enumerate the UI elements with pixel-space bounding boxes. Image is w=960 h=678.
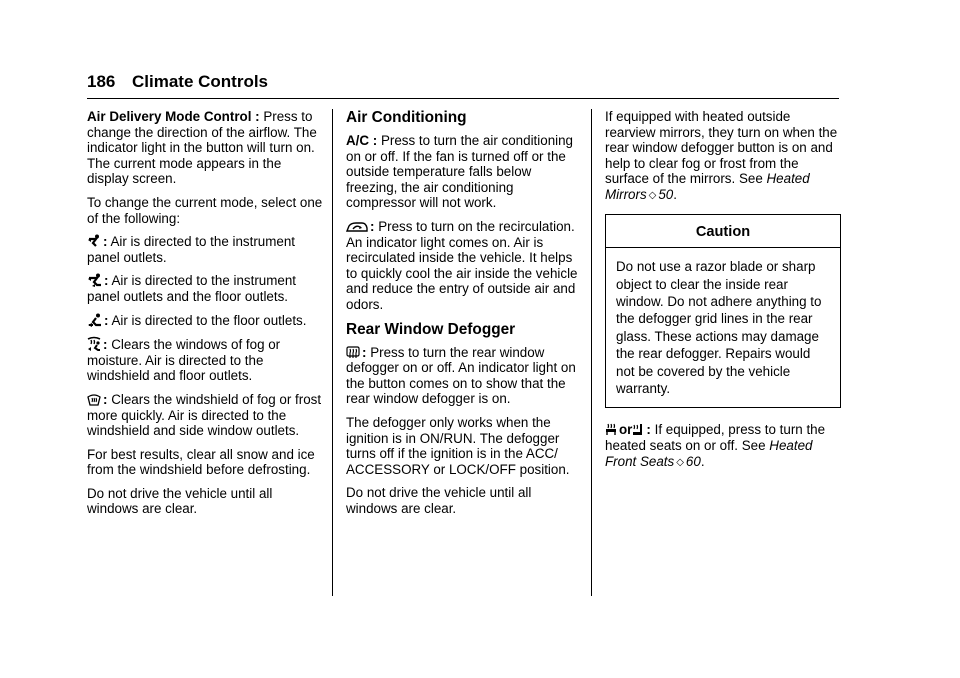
floor-mode-icon: [87, 313, 102, 327]
section-title: Climate Controls: [132, 72, 269, 91]
recirculation-text: Press to turn on the recirculation. An indicator light comes on. Air is recirculated inside the vehicle. It helps to quickly cool the air inside the vehicle and reduce the entry of outside air and odors.: [346, 218, 578, 312]
mode-floor: : Air is directed to the floor outlets.: [87, 313, 323, 329]
column-1: [87, 109, 323, 525]
rear-defogger-text: Press to turn the rear window defogger on or off. An indicator light on the button comes on to show that the rear window defogger is on.: [346, 344, 576, 407]
mode-bilevel-text: Air is directed to the instrument panel outlets and the floor outlets.: [87, 273, 297, 304]
air-delivery-term: Air Delivery Mode Control :: [87, 109, 260, 124]
column-3: [605, 109, 841, 478]
column-divider-1: [332, 109, 333, 596]
ac-text: Press to turn the air conditioning on or off. If the fan is turned off or the outside temperature falls below freezing, the air conditioning compressor will not work.: [346, 133, 574, 211]
change-mode-paragraph: To change the current mode, select one of the following:: [87, 194, 323, 226]
heated-mirrors-paragraph: [605, 109, 841, 204]
seats-colon: :: [646, 422, 651, 438]
heated-mirrors-end: .: [673, 186, 677, 202]
defogger-works-paragraph: The defogger only works when the ignition is in ON/RUN. The defogger turns off if the ignition is in the ACC/ ACCESSORY or LOCK/OFF position.: [346, 414, 570, 477]
mode-defrost: : Clears the windshield of fog or frost more quickly. Air is directed to the windshield and side window outlets.: [87, 391, 322, 439]
heated-seats-paragraph: [605, 422, 841, 470]
mode-defrost-text: Clears the windshield of fog or frost more quickly. Air is directed to the windshield and side window outlets.: [87, 391, 322, 439]
bilevel-mode-icon: [87, 273, 102, 287]
mode-defog: : Clears the windows of fog or moisture. Air is directed to the windshield and floor outlets.: [87, 337, 281, 384]
page-ref-arrow-icon: ◇: [648, 189, 657, 201]
caution-box: [605, 214, 841, 409]
heated-front-seats-link[interactable]: Heated Front Seats: [605, 438, 813, 469]
air-delivery-paragraph: [87, 109, 323, 187]
vent-mode-icon: [87, 234, 101, 248]
defog-mode-icon: [87, 336, 101, 351]
ac-paragraph: [346, 133, 582, 211]
caution-body: Do not use a razor blade or sharp object to clear the inside rear window. Do not adhere anything to the defogger grid lines in the rear glass. These actions may damage the rear defogger. Repairs would not be covered by the vehicle warranty.: [616, 259, 822, 396]
best-results-paragraph: For best results, clear all snow and ice from the windshield before defrosting.: [87, 446, 315, 478]
rear-defog-icon: [346, 346, 360, 359]
page-ref-arrow-icon: ◇: [676, 456, 684, 468]
header-rule: [87, 98, 839, 99]
heated-seat-icon: [605, 423, 617, 436]
mode-defog-text: Clears the windows of fog or moisture. Air is directed to the windshield and floor outlets.: [87, 337, 281, 384]
recirculation-icon: [346, 221, 368, 233]
heated-mirrors-text: If equipped with heated outside rearview mirrors, they turn on when the rear window defogger button is on and help to clear fog or frost from the surface of the mirrors. See: [605, 109, 838, 187]
heated-seats-end: .: [700, 453, 705, 469]
heated-seats-text: If equipped, press to turn the heated seats on or off. See: [605, 422, 826, 453]
mode-floor-text: Air is directed to the floor outlets.: [108, 312, 307, 328]
heated-mirrors-page[interactable]: 50: [658, 186, 674, 202]
rear-window-defogger-heading: Rear Window Defogger: [346, 320, 516, 338]
page-number: 186: [87, 72, 116, 91]
mode-vent: : Air is directed to the instrument panel outlets.: [87, 234, 296, 265]
rear-defogger-paragraph: : Press to turn the rear window defogger on or off. An indicator light on the button comes on to show that the rear window defogger is on.: [346, 344, 576, 407]
heated-front-seats-page[interactable]: 60: [685, 453, 701, 469]
page-header: [87, 72, 839, 98]
column-divider-2: [591, 109, 592, 596]
column-2: [346, 109, 582, 524]
air-delivery-text: Press to change the direction of the airflow. The indicator light in the button will turn on. The current mode appears in the display screen.: [87, 109, 317, 187]
caution-title: Caution: [606, 215, 840, 249]
heated-mirrors-link[interactable]: Heated Mirrors: [605, 171, 810, 202]
mode-vent-text: Air is directed to the instrument panel outlets.: [87, 234, 296, 265]
mode-bilevel: : Air is directed to the instrument panel outlets and the floor outlets.: [87, 273, 297, 304]
or-text: or: [619, 422, 633, 438]
do-not-drive-paragraph-2: Do not drive the vehicle until all windows are clear.: [346, 485, 532, 516]
defrost-mode-icon: [87, 393, 101, 406]
ac-term: A/C :: [346, 133, 378, 148]
heated-seatback-icon: [632, 423, 644, 436]
do-not-drive-paragraph-1: Do not drive the vehicle until all windows are clear.: [87, 485, 273, 517]
air-conditioning-heading: Air Conditioning: [346, 109, 467, 126]
recirculation-paragraph: : Press to turn on the recirculation. An indicator light comes on. Air is recirculated inside the vehicle. It helps to quickly cool the air inside the vehicle and reduce the entry of outside air and odors.: [346, 218, 578, 312]
